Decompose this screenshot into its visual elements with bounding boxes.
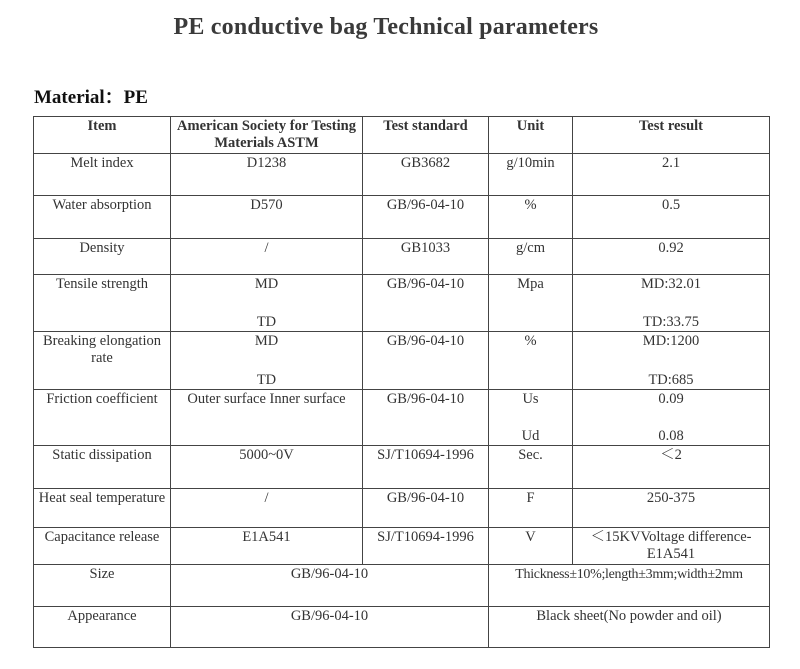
cell-item: Heat seal temperature (34, 489, 171, 528)
cell-astm: E1A541 (171, 528, 363, 565)
page-title: PE conductive bag Technical parameters (173, 14, 599, 40)
result-td: TD:33.75 (643, 314, 699, 330)
astm-td: TD (256, 372, 277, 388)
result-us: 0.09 (658, 391, 684, 407)
cell-astm: / (171, 489, 363, 528)
cell-unit: V (489, 528, 573, 565)
cell-item: Water absorption (34, 196, 171, 239)
cell-standard: GB/96-04-10 (363, 390, 489, 446)
cell-astm: D1238 (171, 154, 363, 196)
cell-standard: GB/96-04-10 (363, 275, 489, 332)
table-row (34, 332, 770, 390)
table-header-row (34, 117, 770, 154)
cell-standard: SJ/T10694-1996 (363, 446, 489, 489)
cell-standard-merged: GB/96-04-10 (171, 607, 489, 648)
header-test-result: Test result (573, 117, 770, 154)
cell-standard: GB1033 (363, 239, 489, 275)
table-row (34, 275, 770, 332)
unit-ud: Ud (521, 428, 540, 444)
header-test-standard: Test standard (363, 117, 489, 154)
header-astm: American Society for Testing Materials ASTM (171, 117, 363, 154)
material-label: Material：PE (34, 87, 148, 108)
cell-astm: Outer surface Inner surface (171, 390, 363, 446)
result-ud: 0.08 (658, 428, 684, 444)
cell-result: 0.5 (573, 196, 770, 239)
table-row (34, 565, 770, 607)
cell-result: 250-375 (573, 489, 770, 528)
cell-result-merged: Black sheet(No powder and oil) (489, 607, 770, 648)
cell-astm: 5000~0V (171, 446, 363, 489)
cell-unit: g/cm (489, 239, 573, 275)
cell-item: Tensile strength (34, 275, 171, 332)
result-md: MD:1200 (642, 333, 700, 349)
cell-astm (171, 332, 363, 390)
astm-md: MD (254, 333, 279, 349)
cell-standard: GB/96-04-10 (363, 196, 489, 239)
cell-standard: GB3682 (363, 154, 489, 196)
cell-result-merged: Thickness±10%;length±3mm;width±2mm (489, 565, 770, 607)
table-row (34, 607, 770, 648)
table-row (34, 446, 770, 489)
cell-standard: SJ/T10694-1996 (363, 528, 489, 565)
cell-result (573, 332, 770, 390)
cell-result: ＜2 (573, 446, 770, 489)
result-td: TD:685 (648, 372, 694, 388)
cell-item: Size (34, 565, 171, 607)
cell-astm (171, 275, 363, 332)
table-row (34, 489, 770, 528)
cell-item: Friction coefficient (34, 390, 171, 446)
cell-result: 2.1 (573, 154, 770, 196)
table-row (34, 239, 770, 275)
cell-result: 0.92 (573, 239, 770, 275)
cell-item: Static dissipation (34, 446, 171, 489)
cell-item: Appearance (34, 607, 171, 648)
result-md: MD:32.01 (640, 276, 702, 292)
unit-us: Us (522, 391, 539, 407)
cell-item: Melt index (34, 154, 171, 196)
astm-td: TD (256, 314, 277, 330)
cell-standard-merged: GB/96-04-10 (171, 565, 489, 607)
cell-item: Breaking elongation rate (34, 332, 171, 390)
cell-unit: % (489, 332, 573, 390)
table-row (34, 390, 770, 446)
technical-parameters-table (33, 116, 770, 648)
cell-unit (489, 390, 573, 446)
astm-md: MD (254, 276, 279, 292)
cell-result: ＜15KVVoltage difference-E1A541 (573, 528, 770, 565)
cell-unit: Sec. (489, 446, 573, 489)
cell-astm: D570 (171, 196, 363, 239)
table-row (34, 154, 770, 196)
cell-result (573, 390, 770, 446)
header-unit: Unit (489, 117, 573, 154)
cell-unit: F (489, 489, 573, 528)
table-row (34, 196, 770, 239)
cell-unit: Mpa (489, 275, 573, 332)
header-item: Item (34, 117, 171, 154)
table-row (34, 528, 770, 565)
cell-unit: % (489, 196, 573, 239)
cell-unit: g/10min (489, 154, 573, 196)
cell-item: Density (34, 239, 171, 275)
cell-standard: GB/96-04-10 (363, 332, 489, 390)
cell-standard: GB/96-04-10 (363, 489, 489, 528)
cell-astm: / (171, 239, 363, 275)
cell-item: Capacitance release (34, 528, 171, 565)
cell-result (573, 275, 770, 332)
